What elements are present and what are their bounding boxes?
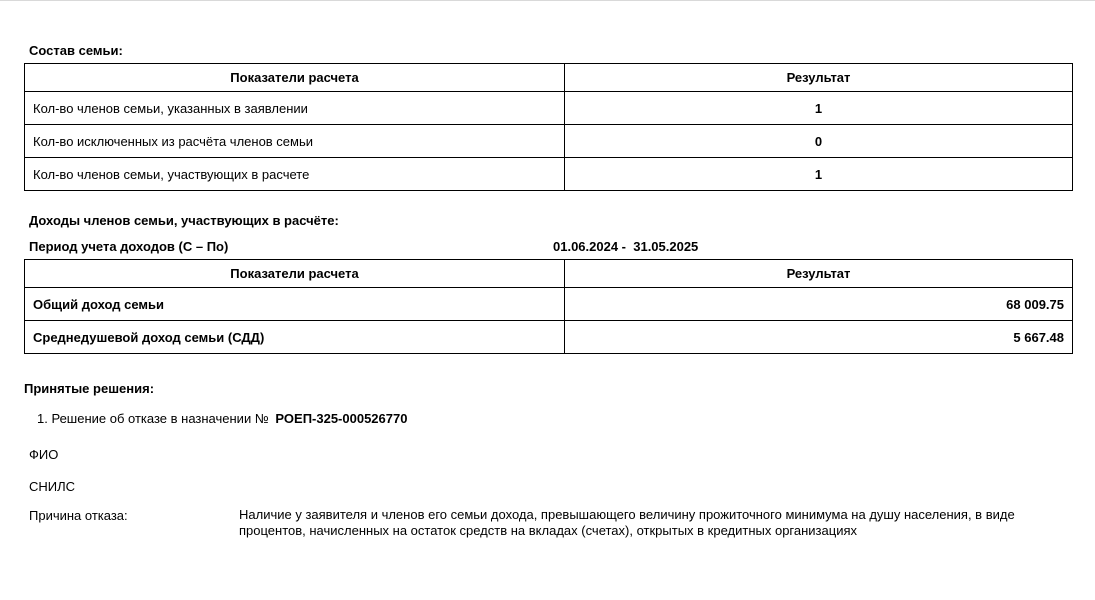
income-row-label: Общий доход семьи — [25, 288, 565, 321]
family-section-title: Состав семьи: — [29, 43, 123, 58]
top-divider — [0, 0, 1095, 1]
table-row — [25, 288, 1073, 321]
family-row-label: Кол-во исключенных из расчёта членов семьи — [25, 125, 565, 158]
family-row-label: Кол-во членов семьи, участвующих в расчете — [25, 158, 565, 191]
table-row — [25, 125, 1073, 158]
income-header-indicator: Показатели расчета — [25, 260, 565, 288]
income-row-value: 5 667.48 — [565, 321, 1073, 354]
decision-list-item — [37, 411, 407, 426]
income-row-label: Среднедушевой доход семьи (СДД) — [25, 321, 565, 354]
family-row-label: Кол-во членов семьи, указанных в заявлении — [25, 92, 565, 125]
table-row — [25, 321, 1073, 354]
reason-label: Причина отказа: — [29, 508, 128, 523]
family-header-result: Результат — [565, 64, 1073, 92]
table-row — [25, 158, 1073, 191]
table-row — [25, 92, 1073, 125]
income-table — [24, 259, 1073, 354]
family-row-value: 1 — [565, 158, 1073, 191]
family-row-value: 0 — [565, 125, 1073, 158]
decision-item-text: Решение об отказе в назначении № — [51, 411, 269, 426]
income-period-label: Период учета доходов (С – По) — [29, 239, 229, 254]
family-row-value: 1 — [565, 92, 1073, 125]
income-section-title: Доходы членов семьи, участвующих в расчёте: — [29, 213, 339, 228]
income-table-header — [25, 260, 1073, 288]
decision-item-number: 1. — [37, 411, 48, 426]
family-header-indicator: Показатели расчета — [25, 64, 565, 92]
reason-text: Наличие у заявителя и членов его семьи дохода, превышающего величину прожиточного минимума на душу населения, в виде процентов, начисленных на остаток средств на вкладах (счетах), открытых в кредитных организациях — [239, 507, 1015, 538]
family-table — [24, 63, 1073, 191]
decision-item-code: РОЕП-325-000526770 — [275, 411, 408, 426]
family-table-header — [25, 64, 1073, 92]
income-period-value: 01.06.2024 - 31.05.2025 — [553, 239, 699, 254]
income-row-value: 68 009.75 — [565, 288, 1073, 321]
fio-label: ФИО — [29, 447, 59, 462]
snils-label: СНИЛС — [29, 479, 76, 494]
income-header-result: Результат — [565, 260, 1073, 288]
decisions-section-title: Принятые решения: — [24, 381, 155, 396]
